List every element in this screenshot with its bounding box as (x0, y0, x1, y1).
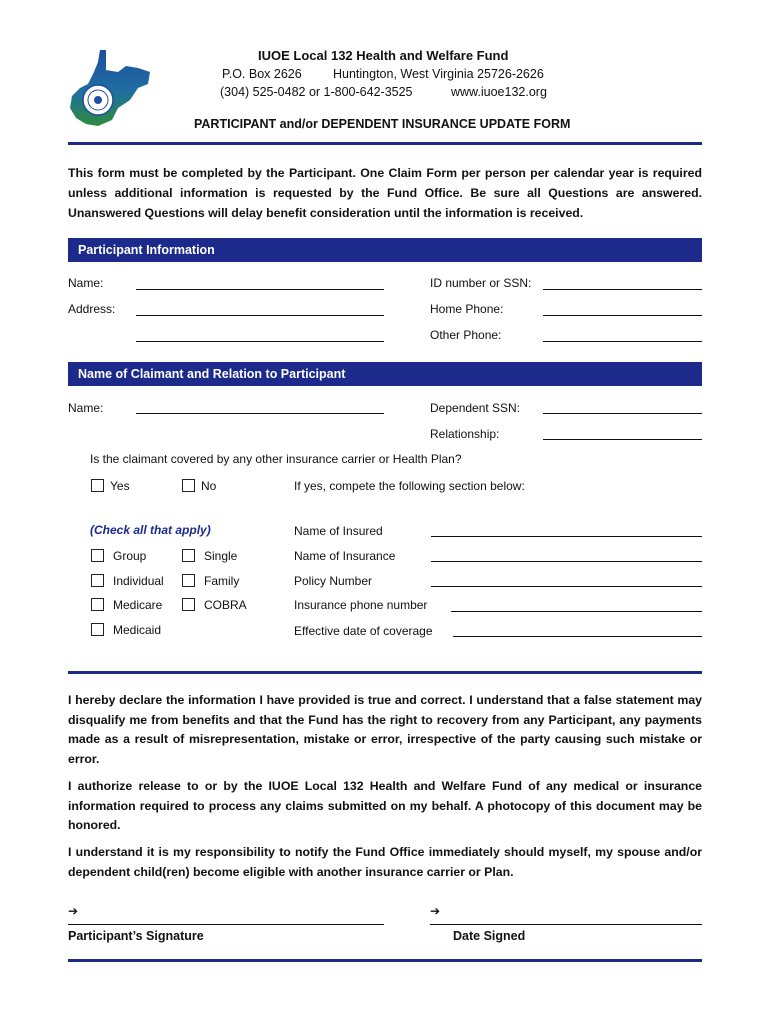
header-rule (68, 142, 702, 145)
yes-label: Yes (110, 479, 130, 493)
dependent-ssn-label: Dependent SSN: (430, 401, 521, 415)
cobra-label: COBRA (204, 598, 247, 612)
no-checkbox[interactable] (182, 479, 195, 492)
cobra-checkbox[interactable] (182, 598, 195, 611)
single-label: Single (204, 549, 238, 563)
family-label: Family (204, 574, 240, 588)
address-field-line2[interactable] (136, 341, 384, 342)
city-state: Huntington, West Virginia 25726-2626 (333, 67, 544, 81)
policy-number-field[interactable] (431, 586, 702, 587)
name-of-insurance-label: Name of Insurance (294, 549, 396, 563)
individual-checkbox[interactable] (91, 574, 104, 587)
participant-name-field[interactable] (136, 289, 384, 290)
relationship-field[interactable] (543, 439, 702, 440)
wv-logo-icon (68, 48, 152, 128)
medicare-label: Medicare (113, 598, 163, 612)
participant-signature-field[interactable] (68, 924, 384, 925)
footer-rule (68, 959, 702, 962)
id-ssn-field[interactable] (543, 289, 702, 290)
claimant-section-heading: Name of Claimant and Relation to Participant (68, 362, 702, 386)
date-signed-label: Date Signed (453, 929, 526, 943)
home-phone-field[interactable] (543, 315, 702, 316)
policy-number-label: Policy Number (294, 574, 373, 588)
participant-signature-label: Participant’s Signature (68, 929, 204, 943)
po-box: P.O. Box 2626 (222, 67, 302, 81)
other-coverage-question: Is the claimant covered by any other insurance carrier or Health Plan? (90, 452, 462, 466)
declaration-paragraph-3: I understand it is my responsibility to notify the Fund Office immediately should myself, my spouse and/or dependent child(ren) become eligible with another insurance carrier or Plan. (68, 845, 702, 879)
declaration-paragraph-1: I hereby declare the information I have provided is true and correct. I understand that a false statement may disqualify me from benefits and that the Fund has the right to recovery from any Participant, any payments made as a result of misrepresentation, mistake or error, irrespective of the party causing such mistake or error. (68, 693, 702, 766)
website: www.iuoe132.org (451, 85, 547, 99)
effective-date-label: Effective date of coverage (294, 624, 433, 638)
name-of-insured-label: Name of Insured (294, 524, 383, 538)
address-field-line1[interactable] (136, 315, 384, 316)
id-ssn-label: ID number or SSN: (430, 276, 532, 290)
date-arrow-icon: ➔ (430, 904, 441, 918)
medicare-checkbox[interactable] (91, 598, 104, 611)
address-label: Address: (68, 302, 116, 316)
form-title: PARTICIPANT and/or DEPENDENT INSURANCE UPDATE FORM (194, 117, 571, 131)
family-checkbox[interactable] (182, 574, 195, 587)
other-phone-label: Other Phone: (430, 328, 502, 342)
check-all-instruction: (Check all that apply) (90, 523, 211, 537)
medicaid-label: Medicaid (113, 623, 162, 637)
dependent-ssn-field[interactable] (543, 413, 702, 414)
signature-arrow-icon: ➔ (68, 904, 79, 918)
single-checkbox[interactable] (182, 549, 195, 562)
home-phone-label: Home Phone: (430, 302, 504, 316)
intro-text: This form must be completed by the Participant. One Claim Form per person per calendar year is required unless additional information is requested by the Fund Office. Be sure all Questions are answered. Unanswered Questions will delay benefit consideration until the information is received. (68, 166, 702, 220)
effective-date-field[interactable] (453, 636, 702, 637)
claimant-name-field[interactable] (136, 413, 384, 414)
individual-label: Individual (113, 574, 164, 588)
yes-checkbox[interactable] (91, 479, 104, 492)
section-rule (68, 671, 702, 674)
participant-name-label: Name: (68, 276, 104, 290)
if-yes-instruction: If yes, compete the following section below: (294, 479, 525, 493)
relationship-label: Relationship: (430, 427, 500, 441)
claimant-name-label: Name: (68, 401, 104, 415)
group-label: Group (113, 549, 147, 563)
group-checkbox[interactable] (91, 549, 104, 562)
name-of-insurance-field[interactable] (431, 561, 702, 562)
other-phone-field[interactable] (543, 341, 702, 342)
insurance-phone-label: Insurance phone number (294, 598, 428, 612)
medicaid-checkbox[interactable] (91, 623, 104, 636)
date-signed-field[interactable] (430, 924, 702, 925)
insurance-phone-field[interactable] (451, 611, 702, 612)
no-label: No (201, 479, 217, 493)
name-of-insured-field[interactable] (431, 536, 702, 537)
phone-numbers: (304) 525-0482 or 1-800-642-3525 (220, 85, 413, 99)
declaration-paragraph-2: I authorize release to or by the IUOE Local 132 Health and Welfare Fund of any medical or insurance information required to process any claims submitted on my behalf. A photocopy of this document may be honored. (68, 779, 702, 832)
participant-section-heading: Participant Information (68, 238, 702, 262)
org-name: IUOE Local 132 Health and Welfare Fund (258, 48, 509, 63)
